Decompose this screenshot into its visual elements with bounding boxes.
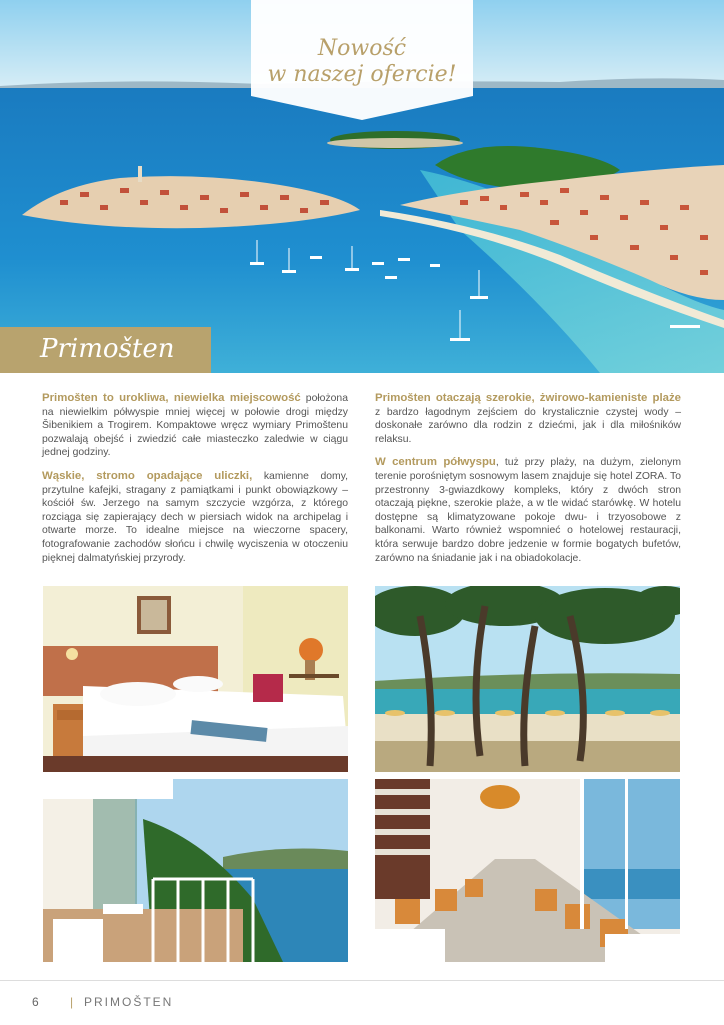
- paragraph-text: , tuż przy plaży, na dużym, zielonym terenie porośniętym sosnowym lasem znajduje się hotel ZORA. To przestronny 3-gwiazdkowy kompleks, który z dwóch stron otaczają piękne, szerokie plaże, a w tle widać starówkę. W hotelu dostępne są klimatyzowane pokoje dwu- i trzyosobowe z balkonami. Warto również wspomnieć o hotelowej restauracji, która serwuje bardzo dobre jedzenie w formie bogatych bufetów, zarówno na śniadanie jak i na obiadokolacje.: [375, 457, 682, 564]
- paragraph-text: kamienne domy, przytulne kafejki, stragany z pamiątkami i punkt obowiązkowy – kościół św. Jerzego na samym szczycie wzgórza, z którego rozciąga się zapierający dech w piersiach widok na archipelag i otwarte morze. To idealne miejsce na wieczorne spacery, fotografowanie zachodów słońcu i chwilę wyciszenia w otoczeniu pięknej dalmatyńskiej przyrody.: [42, 470, 349, 564]
- page-title-band: [0, 327, 211, 373]
- paragraph: [42, 392, 348, 460]
- text-column-right: [375, 392, 681, 575]
- paragraph-lead: Primošten to urokliwa, niewielka miejscowość: [42, 392, 301, 404]
- page-footer: [0, 980, 724, 1025]
- page-number: 6: [32, 995, 39, 1009]
- paragraph-lead: Wąskie, stromo opadające uliczki,: [42, 469, 253, 482]
- paragraph-lead: Primošten otaczają szerokie, żwirowo-kamieniste plaże: [375, 392, 681, 404]
- footer-section-name: PRIMOŠTEN: [84, 995, 174, 1009]
- banner-line1: Nowość: [317, 36, 407, 61]
- paragraph: [42, 470, 348, 565]
- hotel-room-photo: [43, 586, 348, 772]
- paragraph: [375, 392, 681, 446]
- balcony-sea-view-photo: [43, 779, 348, 962]
- text-column-left: [42, 392, 348, 575]
- restaurant-photo: [375, 779, 680, 962]
- paragraph-text: z bardzo łagodnym zejściem do krystalicznie czystej wody – doskonałe zarówno dla rodzin z dziećmi, jak i dla miłośników relaksu.: [375, 406, 681, 445]
- footer-separator: |: [70, 995, 74, 1009]
- paragraph-text: położona na niewielkim półwyspie mniej więcej w połowie drogi między Šibenikiem a Trogirem. Kompaktowe wręcz wymiary Primoštenu pozwalają obejść i zwiedzić całe miasteczko zaledwie w ciągu jednej godziny.: [42, 393, 348, 459]
- page-title: Primošten: [40, 334, 175, 364]
- paragraph-lead: W centrum półwyspu: [375, 456, 496, 469]
- paragraph: [375, 456, 681, 565]
- banner-line2: w naszej ofercie!: [267, 62, 457, 87]
- pine-beach-photo: [375, 586, 680, 772]
- new-offer-banner: [251, 0, 473, 120]
